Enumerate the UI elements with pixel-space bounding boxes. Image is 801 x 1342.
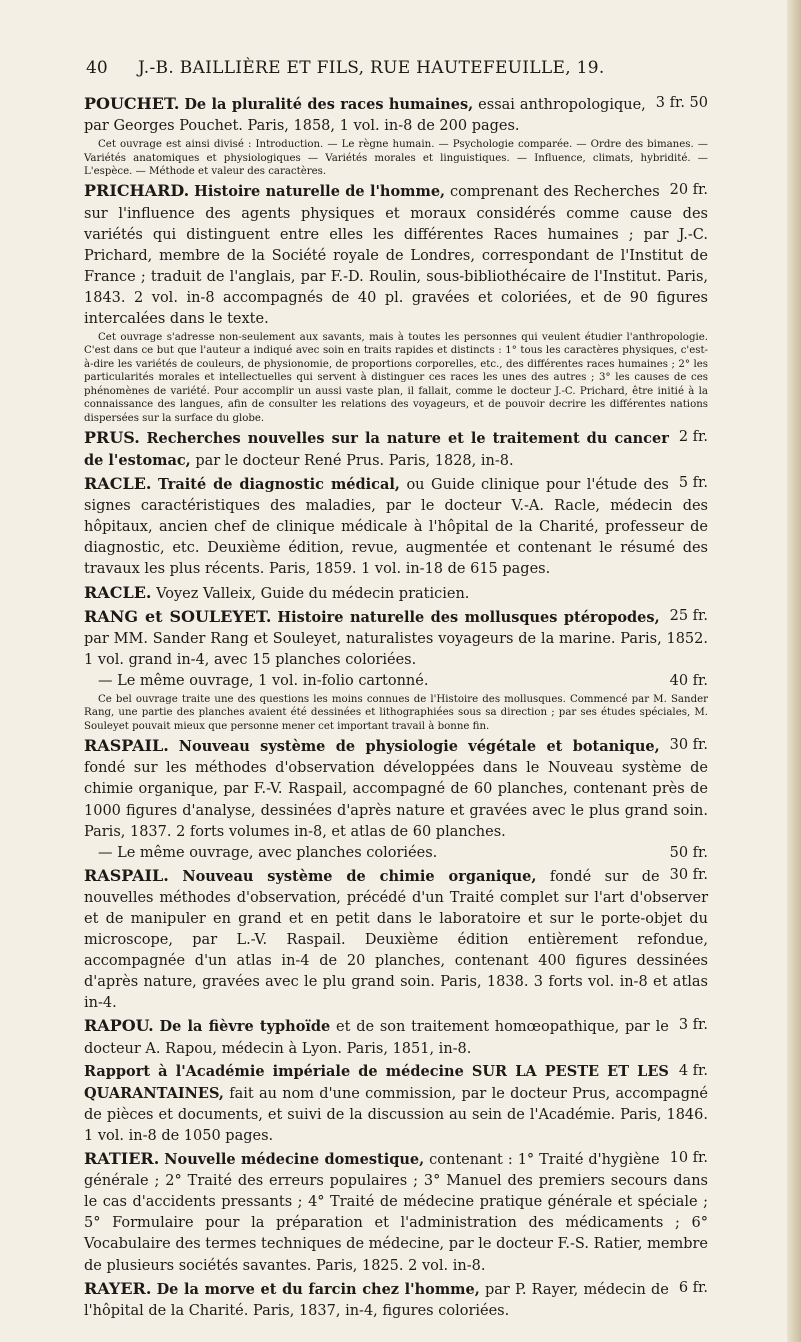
entry-author: POUCHET. [84,94,180,113]
entry-paragraph [84,93,708,137]
entry-price: 50 fr. [669,844,708,861]
entry-author: RANG et SOULEYET. [84,606,272,626]
entry-price: 3 fr. [678,1017,708,1034]
entry-price: 3 fr. 50 [655,95,708,111]
catalog-entry [84,865,708,1015]
entry-paragraph [84,735,708,842]
entry-author: RAPOU. [84,1016,154,1036]
entry-text: ou Guide clinique pour l'étude des signes caractéristiques des maladies, par le docteur V.-A. Racle, médecin des hôpitaux, ancien chef de clinique médicale à l'hôpital de la Charité, professeur de diagnostic, etc. Deuxième édition, revue, augmentée et contenant le résumé des travaux les plus récents. Paris, 1859. 1 vol. in-18 de 615 pages. [84,477,708,578]
entry-title: Recherches nouvelles sur la nature et le traitement du cancer de l'estomac, [84,429,669,469]
entry-title: Nouveau système de physiologie végétale et botanique, [178,738,660,756]
entry-price: 30 fr. [669,737,708,754]
entry-title: Traité de diagnostic médical, [157,476,400,494]
entry-author: RAYER. [84,1278,152,1298]
entry-paragraph [84,1015,708,1059]
entry-price: 40 fr. [669,672,708,689]
entry-text: Voyez Valleix, Guide du médecin praticien. [156,585,470,602]
entry-title: Histoire naturelle de l'homme, [194,183,446,201]
catalog-entry [84,1061,708,1147]
entry-price: 30 fr. [669,866,708,883]
page-number: 40 [86,58,108,78]
entry-text: contenant : 1° Traité d'hygiène générale ; 2° Traité des erreurs populaires ; 3° Manuel des premiers secours dans le cas d'accidents pressants ; 4° Traité de médecine pratique générale et spéciale ; 5° Formulaire pour la préparation et l'administration des médicaments ; 6° Vocabulaire des termes techniques de médecine, par le docteur F.-S. Ratier, membre de plusieurs sociétés savantes. Paris, 1825. 2 vol. in-8. [84,1152,708,1274]
catalog-entry [84,180,708,425]
entry-text: par MM. Sander Rang et Souleyet, naturalistes voyageurs de la marine. Paris, 1852. 1 vol. grand in-4, avec 15 planches coloriées. [84,630,708,668]
entry-title: De la fièvre typhoïde [159,1018,331,1036]
entry-price: 5 fr. [678,475,708,492]
entry-paragraph [84,671,708,692]
entry-paragraph [84,606,708,671]
running-header [86,56,741,86]
entry-note: Cet ouvrage est ainsi divisé : Introduction. — Le règne humain. — Psychologie comparée. — Ordre des bimanes. — Variétés anatomiques et physiologiques — Variétés morales et linguistiques. — Influence, climats, hybridité. — L'espèce. — Méthode et valeur des caractères. [84,139,708,177]
entry-text: fondé sur de nouvelles méthodes d'observation, précédé d'un Traité complet sur l'art d'observer et de manipuler en grand et en petit dans le laboratoire et sur le porte-objet du microscope, par L.-V. Raspail. Deuxième édition entièrement refondue, accompagnée d'un atlas in-4 de 20 planches, contenant 400 figures dessinées d'après nature, gravées avec le plu grand soin. Paris, 1838. 3 forts vol. in-8 et atlas in-4. [84,868,708,1012]
entry-text: par le docteur René Prus. Paris, 1828, in-8. [190,453,514,469]
entry-title: Nouvelle médecine domestique, [164,1151,425,1169]
entry-paragraph [84,1278,708,1322]
entry-author: PRUS. [84,427,140,447]
entry-text: et de son traitement homœopathique, par le docteur A. Rapou, médecin à Lyon. Paris, 1851, in-8. [84,1019,669,1057]
catalog-entry [84,1278,708,1322]
entry-author: RACLE. [84,582,152,602]
catalog-entry [84,1148,708,1277]
entry-text: — Le même ouvrage, avec planches coloriées. [98,844,438,861]
entry-text: fondé sur les méthodes d'observation développées dans le Nouveau système de chimie organique, par F.-V. Raspail, accompagné de 60 planches, contenant près de 1000 figures d'analyse, dessinées d'après nature et gravées avec le plus grand soin. Paris, 1837. 2 forts volumes in-8, et atlas de 60 planches. [84,760,708,840]
entry-paragraph [84,1061,708,1147]
entry-text: comprenant des Recherches sur l'influence des agents physiques et moraux considérés comme cause des variétés qui distinguent entre elles les différentes Races humaines ; par J.-C. Prichard, membre de la Société royale de Londres, correspondant de l'Institut de France ; traduit de l'anglais, par F.-D. Roulin, sous-bibliothécaire de l'Institut. Paris, 1843. 2 vol. in-8 accompagnés de 40 pl. gravées et coloriées, et de 90 figures intercalées dans le texte. [84,184,708,327]
entry-title: Nouveau système de chimie organique, [182,867,537,885]
entry-price: 4 fr. [678,1062,708,1079]
entry-paragraph [84,865,708,1015]
entry-text: — Le même ouvrage, 1 vol. in-folio cartonné. [98,672,429,689]
entry-note: Cet ouvrage s'adresse non-seulement aux savants, mais à toutes les personnes qui veulent étudier l'anthropologie. C'est dans ce but que l'auteur a indiqué avec soin en traits rapides et distincts : 1° tous les caractères physiques, c'est-à-dire les variétés de couleurs, de physionomie, de proportions corporelles, etc., des différentes races humaines ; 2° les particularités morales et intellectuelles qui servent à distinguer ces races les unes des autres ; 3° les causes de ces phénomènes de variété. Pour accomplir un aussi vaste plan, il fallait, comme le docteur J.-C. Prichard, être initié à la connaissance des langues, afin de consulter les relations des voyageurs, et de pouvoir decrire les différentes nations dispersées sur la surface du globe. [84,332,708,424]
catalog-entry [84,427,708,472]
entry-author: PRICHARD. [84,181,190,201]
running-title: J.-B. BAILLIÈRE ET FILS, RUE HAUTEFEUILLE, 19. [138,58,605,78]
entry-paragraph [84,1148,708,1277]
entry-author: RASPAIL. [84,736,169,756]
page-edge [787,0,801,1342]
entry-title: De la morve et du farcin chez l'homme, [156,1280,480,1298]
entry-price: 25 fr. [669,607,708,624]
entry-title: Rapport à l'Académie impériale de médecine SUR LA PESTE ET LES QUARANTAINES, [84,1062,669,1102]
entry-text: par P. Rayer, médecin de l'hôpital de la Charité. Paris, 1837, in-4, figures coloriées. [84,1281,669,1319]
entry-author: RASPAIL. [84,865,169,885]
entry-title: Histoire naturelle des mollusques ptéropodes, [277,608,660,626]
entry-note: Ce bel ouvrage traite une des questions les moins connues de l'Histoire des mollusques. Commencé par M. Sander Rang, une partie des planches avaient été dessinées et lithographiées sous sa direction ; par ses études spéciales, M. Souleyet pouvait mieux que personne mener cet important travail à bonne fin. [84,694,708,732]
entry-text: fait au nom d'une commission, par le docteur Prus, accompagné de pièces et documents, et suivi de la discussion au sein de l'Académie. Paris, 1846. 1 vol. in-8 de 1050 pages. [84,1085,708,1144]
entry-paragraph [84,843,708,864]
catalog-entries [84,93,708,1323]
catalog-entry [84,606,708,734]
entry-paragraph [84,427,708,472]
catalog-entry [84,93,708,178]
entry-price: 10 fr. [669,1150,708,1167]
entry-price: 6 fr. [678,1279,708,1296]
entry-paragraph [84,473,708,580]
catalog-entry [84,473,708,580]
entry-text: essai anthropologique, par Georges Pouchet. Paris, 1858, 1 vol. in-8 de 200 pages. [84,97,646,135]
catalog-entry [84,735,708,864]
catalog-entry [84,582,708,605]
entry-author: RATIER. [84,1149,160,1169]
entry-price: 2 fr. [678,428,708,445]
entry-paragraph [84,180,708,330]
entry-price: 20 fr. [669,182,708,199]
entry-title: De la pluralité des races humaines, [184,96,474,113]
catalog-entry [84,1015,708,1059]
entry-author: RACLE. [84,474,152,494]
entry-paragraph [84,582,708,605]
